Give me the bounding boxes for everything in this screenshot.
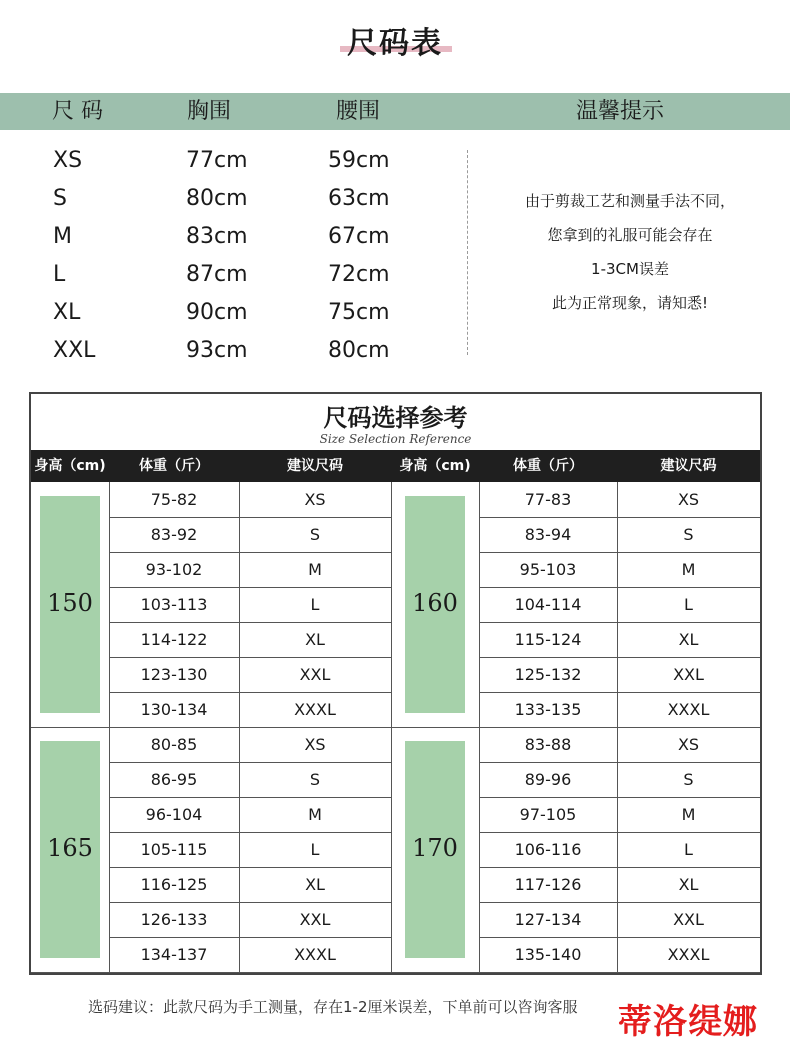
weight-range: 134-137 <box>140 945 208 964</box>
row-divider <box>479 972 760 973</box>
waist-value: 72cm <box>328 262 390 287</box>
header-weight: 体重（斤） <box>139 458 209 474</box>
size-label: M <box>53 224 72 249</box>
suggested-size: XS <box>677 735 700 754</box>
block-divider <box>31 972 109 973</box>
suggested-size: M <box>308 560 322 579</box>
suggested-size: XS <box>304 490 326 509</box>
reference-row <box>109 482 391 517</box>
column-divider <box>239 482 240 972</box>
suggested-size: XL <box>678 630 699 649</box>
size-row <box>0 294 460 332</box>
tip-line: 此为正常现象，请知悉! <box>551 294 708 312</box>
reference-row <box>479 832 760 867</box>
reference-row <box>109 657 391 692</box>
suggested-size: XXL <box>299 910 331 929</box>
reference-row <box>109 867 391 902</box>
reference-title: 尺码选择参考 <box>323 404 468 432</box>
tips-box <box>470 184 790 320</box>
weight-range: 106-116 <box>514 840 582 859</box>
reference-row <box>479 587 760 622</box>
block-divider <box>391 972 479 973</box>
suggested-size: S <box>309 770 321 789</box>
weight-range: 114-122 <box>140 630 208 649</box>
title-wrap <box>0 18 790 61</box>
reference-row <box>479 937 760 972</box>
suggested-size: XL <box>305 875 325 894</box>
header-suggested-size: 建议尺码 <box>287 458 343 474</box>
size-row <box>0 218 460 256</box>
size-table-header <box>0 93 790 130</box>
reference-row <box>479 622 760 657</box>
suggested-size: S <box>683 770 694 789</box>
suggested-size: XL <box>678 875 699 894</box>
waist-value: 59cm <box>328 148 390 173</box>
weight-range: 83-92 <box>150 525 198 544</box>
weight-range: 103-113 <box>140 595 208 614</box>
suggested-size: S <box>683 525 694 544</box>
size-row <box>0 256 460 294</box>
weight-range: 77-83 <box>524 490 572 509</box>
suggested-size: XXXL <box>667 700 710 719</box>
reference-row <box>479 692 760 727</box>
reference-row <box>479 797 760 832</box>
weight-range: 117-126 <box>514 875 582 894</box>
height-value: 170 <box>412 833 458 862</box>
weight-range: 83-94 <box>524 525 572 544</box>
reference-row <box>479 482 760 517</box>
chest-value: 83cm <box>186 224 248 249</box>
chest-value: 77cm <box>186 148 248 173</box>
size-label: XL <box>53 300 81 325</box>
header-weight: 体重（斤） <box>513 458 583 474</box>
reference-row <box>479 657 760 692</box>
suggested-size: XXXL <box>667 945 710 964</box>
row-divider <box>109 972 391 973</box>
weight-range: 89-96 <box>524 770 572 789</box>
suggested-size: XXL <box>299 665 331 684</box>
header-tips: 温馨提示 <box>576 99 665 124</box>
suggested-size: L <box>684 840 693 859</box>
size-row <box>0 142 460 180</box>
reference-row <box>479 727 760 762</box>
weight-range: 104-114 <box>514 595 582 614</box>
reference-row <box>109 692 391 727</box>
page-title: 尺码表 <box>347 26 443 61</box>
weight-range: 83-88 <box>524 735 572 754</box>
suggested-size: XXL <box>673 910 704 929</box>
suggested-size: L <box>684 595 693 614</box>
size-row <box>0 180 460 218</box>
column-divider <box>109 482 110 972</box>
weight-range: 127-134 <box>514 910 582 929</box>
header-height: 身高（cm) <box>399 458 471 474</box>
chest-value: 90cm <box>186 300 248 325</box>
suggested-size: XS <box>304 735 326 754</box>
block-divider <box>391 727 479 728</box>
reference-subtitle: Size Selection Reference <box>319 432 472 446</box>
tip-line: 由于剪裁工艺和测量手法不同， <box>524 192 735 210</box>
suggested-size: S <box>309 525 321 544</box>
reference-row <box>479 517 760 552</box>
suggested-size: M <box>681 805 696 824</box>
reference-row <box>479 552 760 587</box>
tip-line: 您拿到的礼服可能会存在 <box>547 226 713 244</box>
column-divider <box>391 482 392 972</box>
suggested-size: M <box>681 560 696 579</box>
size-label: XXL <box>53 338 96 363</box>
tip-line: 1-3CM误差 <box>591 260 669 278</box>
weight-range: 80-85 <box>150 735 198 754</box>
reference-row <box>109 937 391 972</box>
suggested-size: XS <box>677 490 700 509</box>
header-height: 身高（cm) <box>34 458 106 474</box>
weight-range: 75-82 <box>150 490 198 509</box>
size-label: XS <box>53 148 83 173</box>
reference-row <box>479 867 760 902</box>
waist-value: 67cm <box>328 224 390 249</box>
block-divider <box>31 727 109 728</box>
size-row <box>0 332 460 370</box>
header-suggested-size: 建议尺码 <box>660 458 717 474</box>
height-value: 150 <box>47 588 93 617</box>
suggested-size: XL <box>305 630 325 649</box>
suggested-size: L <box>310 840 320 859</box>
height-value: 165 <box>47 833 93 862</box>
weight-range: 123-130 <box>140 665 208 684</box>
chest-value: 80cm <box>186 186 248 211</box>
reference-row <box>109 517 391 552</box>
reference-row <box>109 727 391 762</box>
column-divider <box>617 482 618 972</box>
weight-range: 105-115 <box>140 840 208 859</box>
footer-note: 选码建议：此款尺码为手工测量，存在1-2厘米误差，下单前可以咨询客服 <box>88 998 578 1016</box>
weight-range: 115-124 <box>514 630 582 649</box>
reference-row <box>109 902 391 937</box>
weight-range: 86-95 <box>150 770 198 789</box>
suggested-size: XXXL <box>294 700 336 719</box>
weight-range: 93-102 <box>145 560 203 579</box>
reference-row <box>109 587 391 622</box>
waist-value: 63cm <box>328 186 390 211</box>
weight-range: 116-125 <box>140 875 208 894</box>
weight-range: 96-104 <box>145 805 203 824</box>
reference-row <box>109 832 391 867</box>
reference-row <box>479 762 760 797</box>
waist-value: 75cm <box>328 300 390 325</box>
reference-row <box>109 797 391 832</box>
reference-row <box>109 762 391 797</box>
weight-range: 130-134 <box>140 700 208 719</box>
column-divider <box>479 482 480 972</box>
weight-range: 126-133 <box>140 910 208 929</box>
suggested-size: XXL <box>673 665 704 684</box>
size-reference-table <box>29 392 762 975</box>
suggested-size: XXXL <box>294 945 336 964</box>
header-chest: 胸围 <box>187 99 232 124</box>
reference-row <box>479 902 760 937</box>
reference-row <box>109 552 391 587</box>
suggested-size: M <box>308 805 322 824</box>
size-label: S <box>53 186 67 211</box>
weight-range: 95-103 <box>519 560 577 579</box>
chest-value: 93cm <box>186 338 248 363</box>
chest-value: 87cm <box>186 262 248 287</box>
weight-range: 133-135 <box>514 700 582 719</box>
reference-header-row <box>31 450 760 482</box>
suggested-size: L <box>310 595 320 614</box>
header-size: 尺 码 <box>52 99 103 124</box>
weight-range: 97-105 <box>519 805 577 824</box>
weight-range: 125-132 <box>514 665 582 684</box>
waist-value: 80cm <box>328 338 390 363</box>
weight-range: 135-140 <box>514 945 582 964</box>
reference-row <box>109 622 391 657</box>
height-value: 160 <box>412 588 458 617</box>
brand-watermark: 蒂洛缇娜 <box>618 1002 758 1042</box>
header-waist: 腰围 <box>336 99 381 124</box>
size-label: L <box>53 262 66 287</box>
tips-divider <box>467 150 468 355</box>
